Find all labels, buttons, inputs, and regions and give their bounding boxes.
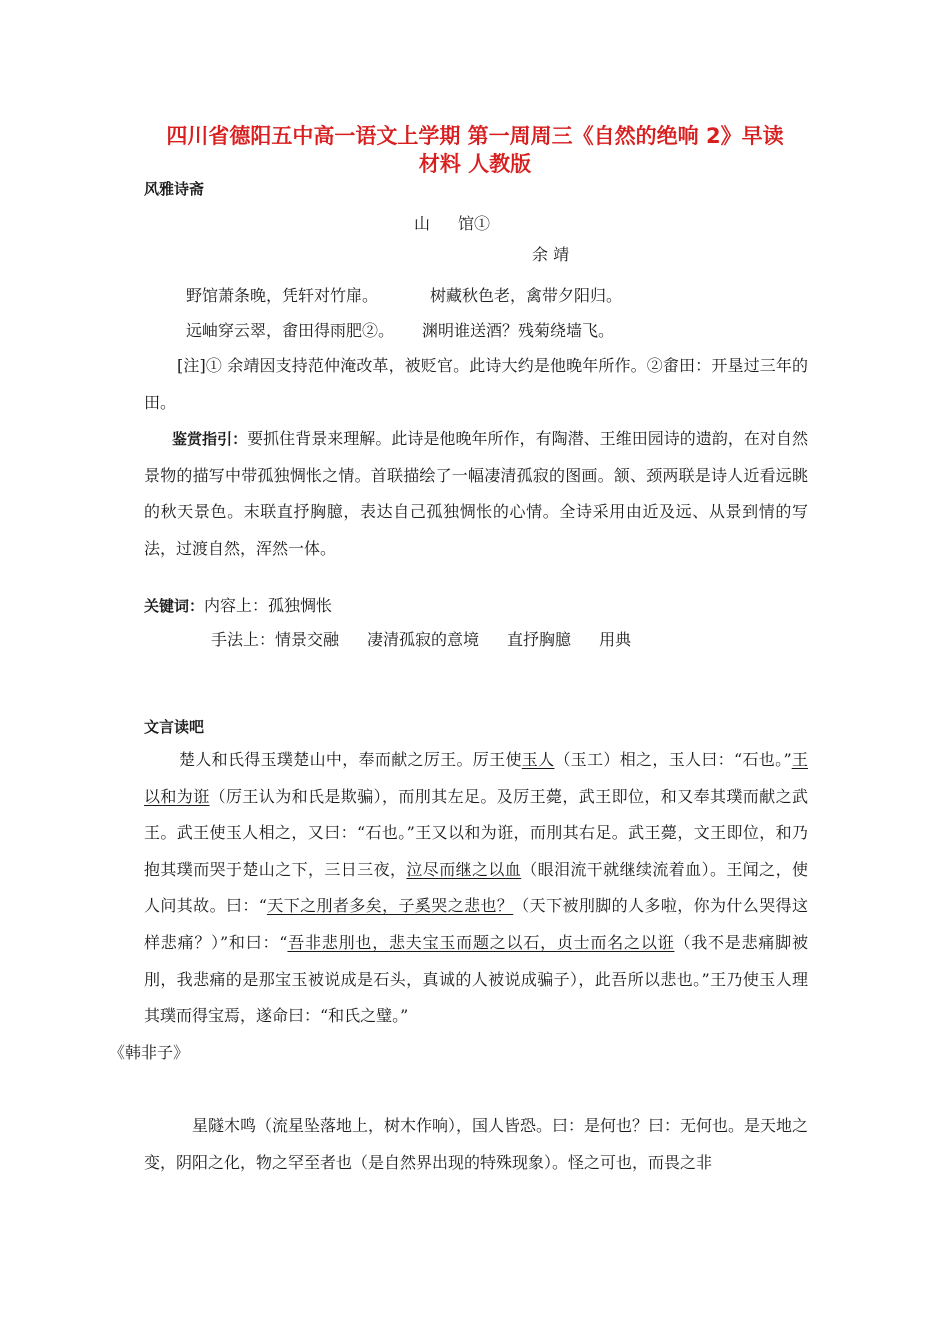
technique-item-3: 直抒胸臆	[507, 630, 572, 649]
poem-line-1a: 野馆萧条晚，凭轩对竹扉。	[186, 286, 379, 305]
p1-text-5: （天下被刖脚的人多啦，你为什么哭得这样悲痛？）”和曰：“	[144, 896, 808, 952]
poem-title-char-2: 馆①	[458, 214, 491, 233]
appreciation-text: 要抓住背景来理解。此诗是他晚年所作，有陶潜、王维田园诗的遗韵，在对自然景物的描写中带孤独惆怅之情。首联描绘了一幅凄清孤寂的图画。颔、颈两联是诗人近看远眺的秋天景色。末联直抒胸臆，表达自己孤独惆怅的心情。全诗采用由近及远、从景到情的写法，过渡自然，浑然一体。	[144, 429, 808, 558]
p1-text-6: （我不是悲痛脚被刖，我悲痛的是那宝玉被说成是石头，真诚的人被说成骗子），此吾所以悲也。”王乃使玉人理其璞而得宝焉，遂命曰：“和氏之璧。”	[144, 932, 808, 1026]
p1-text-2: （玉工）相之，玉人曰：“石也。”	[554, 750, 792, 769]
appreciation-paragraph	[144, 421, 808, 567]
poem-couplet-1	[186, 286, 622, 306]
poem-note: [注]① 余靖因支持范仲淹改革，被贬官。此诗大约是他晚年所作。②畬田：开垦过三年的田。	[144, 356, 808, 412]
appreciation-label: 鉴赏指引：	[172, 430, 248, 448]
poem-line-2a: 远岫穿云翠，畬田得雨肥②。	[186, 321, 395, 340]
poem-author: 余 靖	[532, 245, 570, 264]
technique-line	[211, 630, 631, 650]
poem-line-2b: 渊明谁送酒？残菊绕墙飞。	[422, 321, 615, 340]
poem-couplet-2	[186, 321, 614, 341]
p1-underlined-3: 泣尽而继之以血	[406, 859, 522, 879]
classical-paragraph-1	[109, 742, 808, 1071]
classical-paragraph-2: 星隧木鸣（流星坠落地上，树木作响），国人皆恐。曰：是何也？曰：无何也。是天地之变，阴阳之化，物之罕至者也（是自然界出现的特殊现象）。怪之可也，而畏之非	[144, 1116, 809, 1172]
p1-text-4: （眼泪流干就继续流着血）。王闻之，使人问其故。曰：“	[144, 859, 808, 916]
technique-item-1: 情景交融	[275, 630, 340, 649]
technique-label: 手法上：	[211, 630, 276, 649]
p1-text-3: （厉王认为和氏是欺骗），而刖其左足。及厉王薨，武王即位，和又奉其璞而献之武王。武王使玉人相之，又曰：“石也。”王又以和为诳，而刖其右足。武王薨，文王即位，和乃抱其璞而哭于楚山之下，三日三夜，	[144, 786, 808, 879]
p1-text-1: 楚人和氏得玉璞楚山中，奉而献之厉王。厉王使	[179, 750, 522, 769]
poem-title-char-1: 山	[414, 214, 431, 233]
document-title	[120, 122, 830, 178]
poem-title	[414, 214, 490, 234]
p1-underlined-4: 天下之刖者多矣，子奚哭之悲也？	[266, 896, 514, 916]
keywords-label: 关键词：	[144, 597, 205, 615]
section-heading-classical: 文言读吧	[144, 718, 205, 736]
p1-source: 《韩非子》	[109, 1042, 190, 1062]
technique-item-4: 用典	[599, 630, 632, 649]
technique-item-2: 凄清孤寂的意境	[367, 630, 480, 649]
section-heading-poetry: 风雅诗斋	[144, 180, 205, 198]
p1-underlined-2: 王以和为诳	[144, 750, 808, 806]
keywords-content: 内容上：孤独惆怅	[204, 596, 333, 615]
keywords-line	[144, 596, 332, 616]
poem-line-1b: 树藏秋色老，禽带夕阳归。	[430, 286, 623, 305]
p1-underlined-1: 玉人	[521, 750, 555, 769]
p1-underlined-5: 吾非悲刖也，悲夫宝玉而题之以石，贞士而名之以诳	[287, 932, 675, 952]
title-line-1: 四川省德阳五中高一语文上学期 第一周周三《自然的绝响 2》早读	[166, 124, 784, 148]
title-line-2: 材料 人教版	[418, 152, 532, 176]
